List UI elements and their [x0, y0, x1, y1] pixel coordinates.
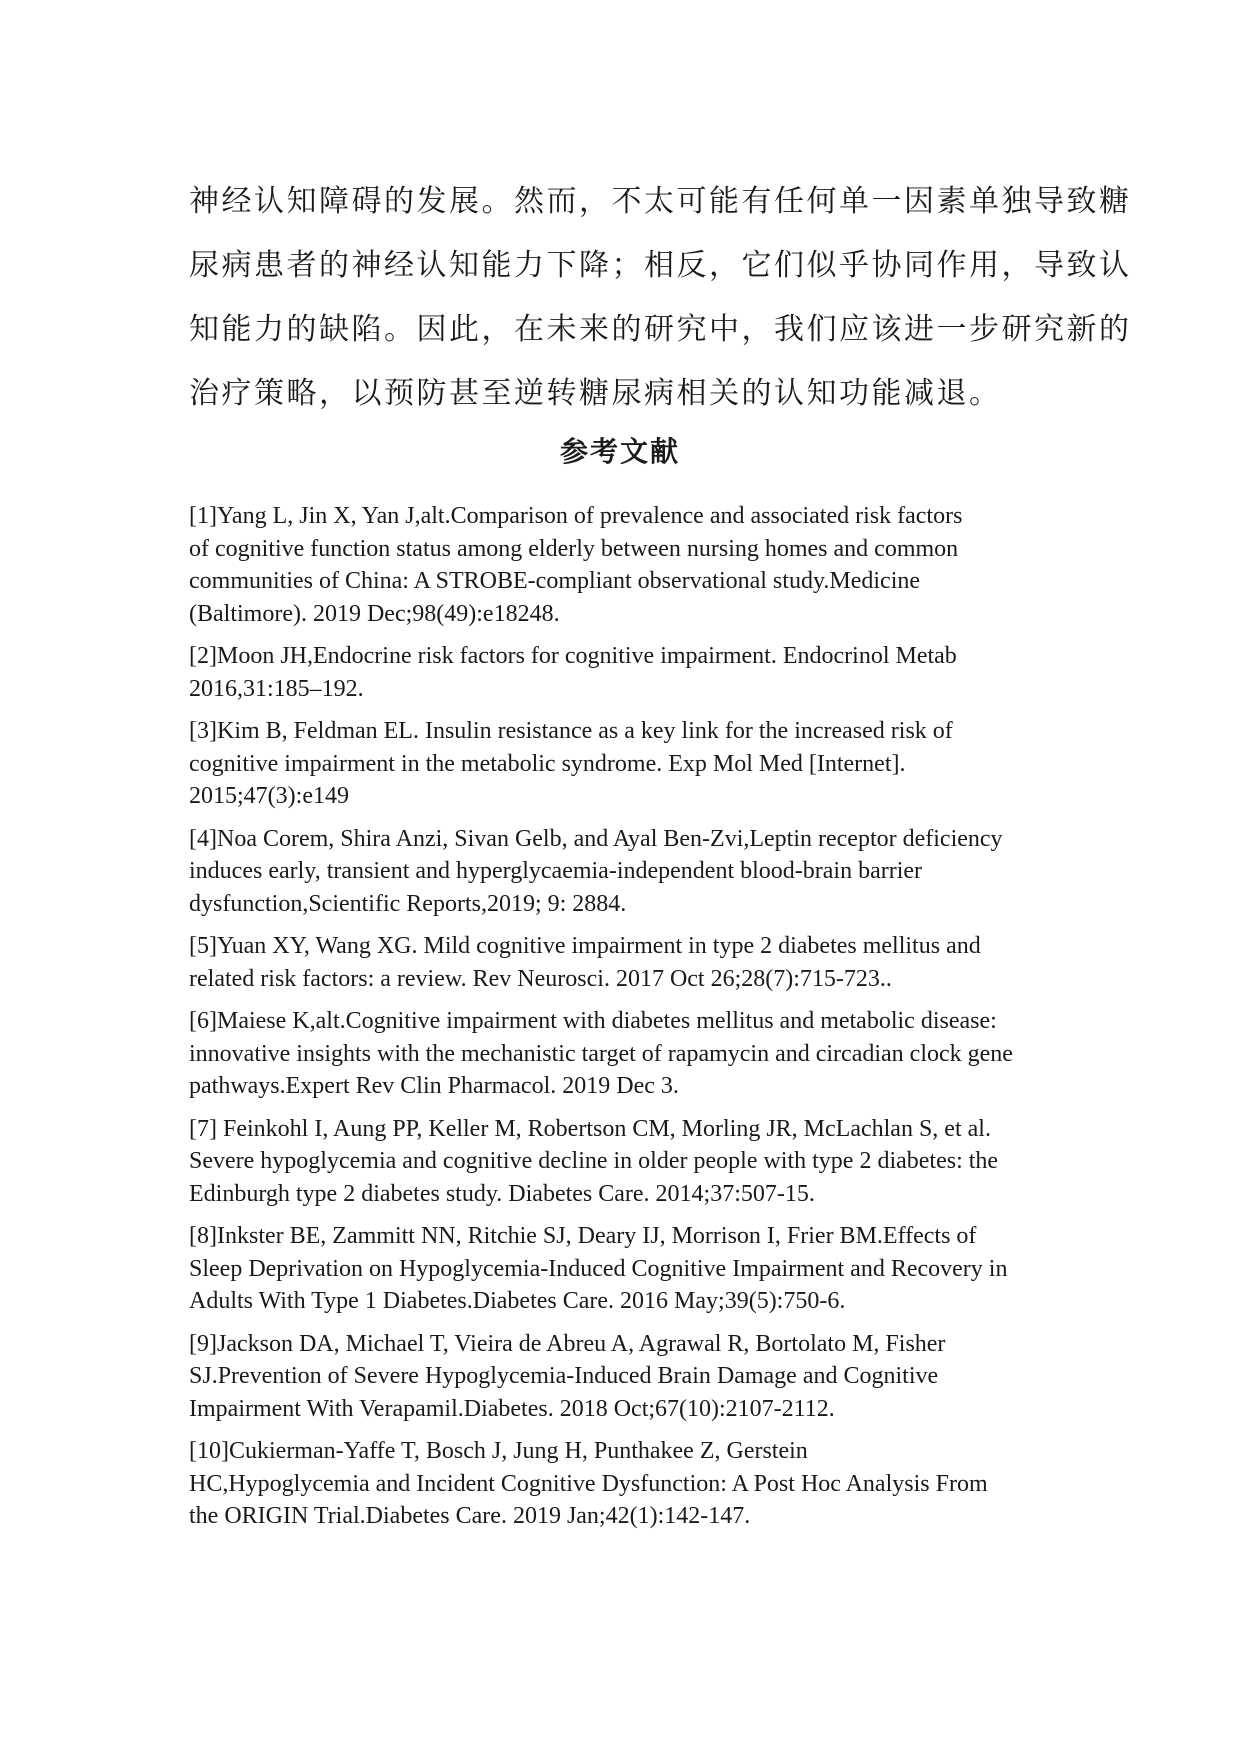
references-heading: 参考文献: [559, 435, 680, 468]
reference-line: of cognitive function status among elderly between nursing homes and common: [189, 535, 959, 562]
body-paragraph: [189, 170, 1132, 426]
reference-line: [4]Noa Corem, Shira Anzi, Sivan Gelb, and Ayal Ben-Zvi,Leptin receptor deficiency: [189, 825, 1003, 852]
reference-line: Impairment With Verapamil.Diabetes. 2018 Oct;67(10):2107-2112.: [189, 1395, 835, 1422]
reference-line: 2016,31:185–192.: [189, 675, 364, 702]
reference-line: (Baltimore). 2019 Dec;98(49):e18248.: [189, 600, 560, 627]
reference-line: Adults With Type 1 Diabetes.Diabetes Care. 2016 May;39(5):750-6.: [189, 1288, 846, 1314]
reference-line: [3]Kim B, Feldman EL. Insulin resistance as a key link for the increased risk of: [189, 718, 953, 744]
references-list: [189, 500, 1069, 1543]
reference-line: 2015;47(3):e149: [189, 783, 349, 809]
reference-line: induces early, transient and hyperglycaemia-independent blood-brain barrier: [189, 858, 923, 884]
reference-line: SJ.Prevention of Severe Hypoglycemia-Induced Brain Damage and Cognitive: [189, 1363, 939, 1389]
reference-line: related risk factors: a review. Rev Neurosci. 2017 Oct 26;28(7):715-723..: [189, 965, 892, 992]
reference-item: [189, 1113, 1069, 1211]
reference-line: [10]Cukierman-Yaffe T, Bosch J, Jung H, Punthakee Z, Gerstein: [189, 1438, 808, 1464]
reference-line: innovative insights with the mechanistic target of rapamycin and circadian clock gene: [189, 1040, 1013, 1067]
reference-item: [189, 715, 1069, 813]
reference-line: HC,Hypoglycemia and Incident Cognitive Dysfunction: A Post Hoc Analysis From: [189, 1470, 988, 1497]
body-line: 知能力的缺陷。因此，在未来的研究中，我们应该进一步研究新的: [189, 312, 1132, 347]
reference-line: [1]Yang L, Jin X, Yan J,alt.Comparison of prevalence and associated risk factors: [189, 503, 963, 529]
reference-item: [189, 930, 1069, 995]
reference-line: the ORIGIN Trial.Diabetes Care. 2019 Jan;42(1):142-147.: [189, 1503, 751, 1529]
reference-line: Edinburgh type 2 diabetes study. Diabetes Care. 2014;37:507-15.: [189, 1180, 815, 1207]
reference-line: [7] Feinkohl I, Aung PP, Keller M, Robertson CM, Morling JR, McLachlan S, et al.: [189, 1115, 991, 1142]
reference-line: [8]Inkster BE, Zammitt NN, Ritchie SJ, Deary IJ, Morrison I, Frier BM.Effects of: [189, 1223, 977, 1249]
reference-item: [189, 500, 1069, 630]
body-line: 神经认知障碍的发展。然而，不太可能有任何单一因素单独导致糖: [189, 184, 1132, 219]
reference-line: cognitive impairment in the metabolic syndrome. Exp Mol Med [Internet].: [189, 750, 906, 777]
reference-line: [2]Moon JH,Endocrine risk factors for cognitive impairment. Endocrinol Metab: [189, 643, 957, 669]
reference-line: [5]Yuan XY, Wang XG. Mild cognitive impairment in type 2 diabetes mellitus and: [189, 933, 981, 959]
reference-line: [6]Maiese K,alt.Cognitive impairment with diabetes mellitus and metabolic disease:: [189, 1008, 997, 1034]
reference-line: Severe hypoglycemia and cognitive decline in older people with type 2 diabetes: the: [189, 1148, 999, 1174]
reference-item: [189, 1328, 1069, 1426]
reference-item: [189, 823, 1069, 921]
body-line: 尿病患者的神经认知能力下降；相反，它们似乎协同作用，导致认: [189, 248, 1132, 283]
reference-line: [9]Jackson DA, Michael T, Vieira de Abreu A, Agrawal R, Bortolato M, Fisher: [189, 1330, 946, 1357]
reference-item: [189, 1220, 1069, 1318]
reference-line: Sleep Deprivation on Hypoglycemia-Induced Cognitive Impairment and Recovery in: [189, 1255, 1008, 1282]
reference-item: [189, 640, 1069, 705]
reference-item: [189, 1005, 1069, 1103]
body-line: 治疗策略，以预防甚至逆转糖尿病相关的认知功能减退。: [189, 376, 1002, 411]
reference-line: dysfunction,Scientific Reports,2019; 9: 2884.: [189, 890, 627, 917]
reference-item: [189, 1435, 1069, 1533]
reference-line: communities of China: A STROBE-compliant observational study.Medicine: [189, 568, 921, 594]
reference-line: pathways.Expert Rev Clin Pharmacol. 2019 Dec 3.: [189, 1073, 679, 1099]
